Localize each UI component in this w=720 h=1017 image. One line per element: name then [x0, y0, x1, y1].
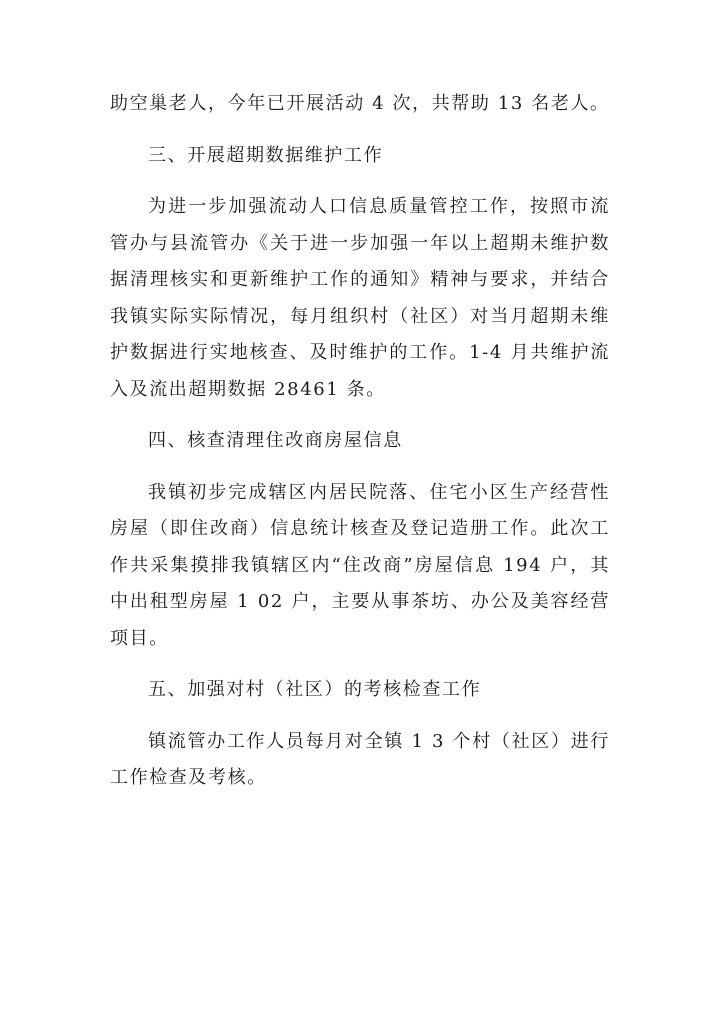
paragraph-inspection: 镇流管办工作人员每月对全镇 1 3 个村（社区）进行工作检查及考核。 [110, 730, 610, 788]
paragraph-gap [110, 174, 610, 189]
paragraph-housing-info: 我镇初步完成辖区内居民院落、住宅小区生产经营性房屋（即住改商）信息统计核查及登记造册工作。此次工作共采集摸排我镇辖区内“住改商”房屋信息 194 户，其中出租型房屋 1 02 户，主要从事茶坊、办公及美容经营项目。 [110, 481, 610, 649]
paragraph-gap [110, 460, 610, 475]
paragraph-gap [110, 709, 610, 724]
section-heading-5: 五、加强对村（社区）的考核检查工作 [148, 679, 482, 700]
paragraph-continuation: 助空巢老人，今年已开展活动 4 次，共帮助 13 名老人。 [110, 93, 610, 114]
section-heading-4: 四、核查清理住改商房屋信息 [148, 430, 403, 451]
paragraph-gap [110, 657, 610, 672]
paragraph-gap [110, 123, 610, 138]
section-heading-3: 三、开展超期数据维护工作 [148, 144, 384, 166]
document-body [110, 86, 610, 797]
paragraph-data-maintenance: 为进一步加强流动人口信息质量管控工作，按照市流管办与县流管办《关于进一步加强一年以上超期未维护数据清理核实和更新维护工作的通知》精神与要求，并结合我镇实际实际情况，每月组织村（社区）对当月超期未维护数据进行实地核查、及时维护的工作。1-4 月共维护流入及流出超期数据 28461 条。 [110, 196, 610, 400]
paragraph-gap [110, 408, 610, 423]
